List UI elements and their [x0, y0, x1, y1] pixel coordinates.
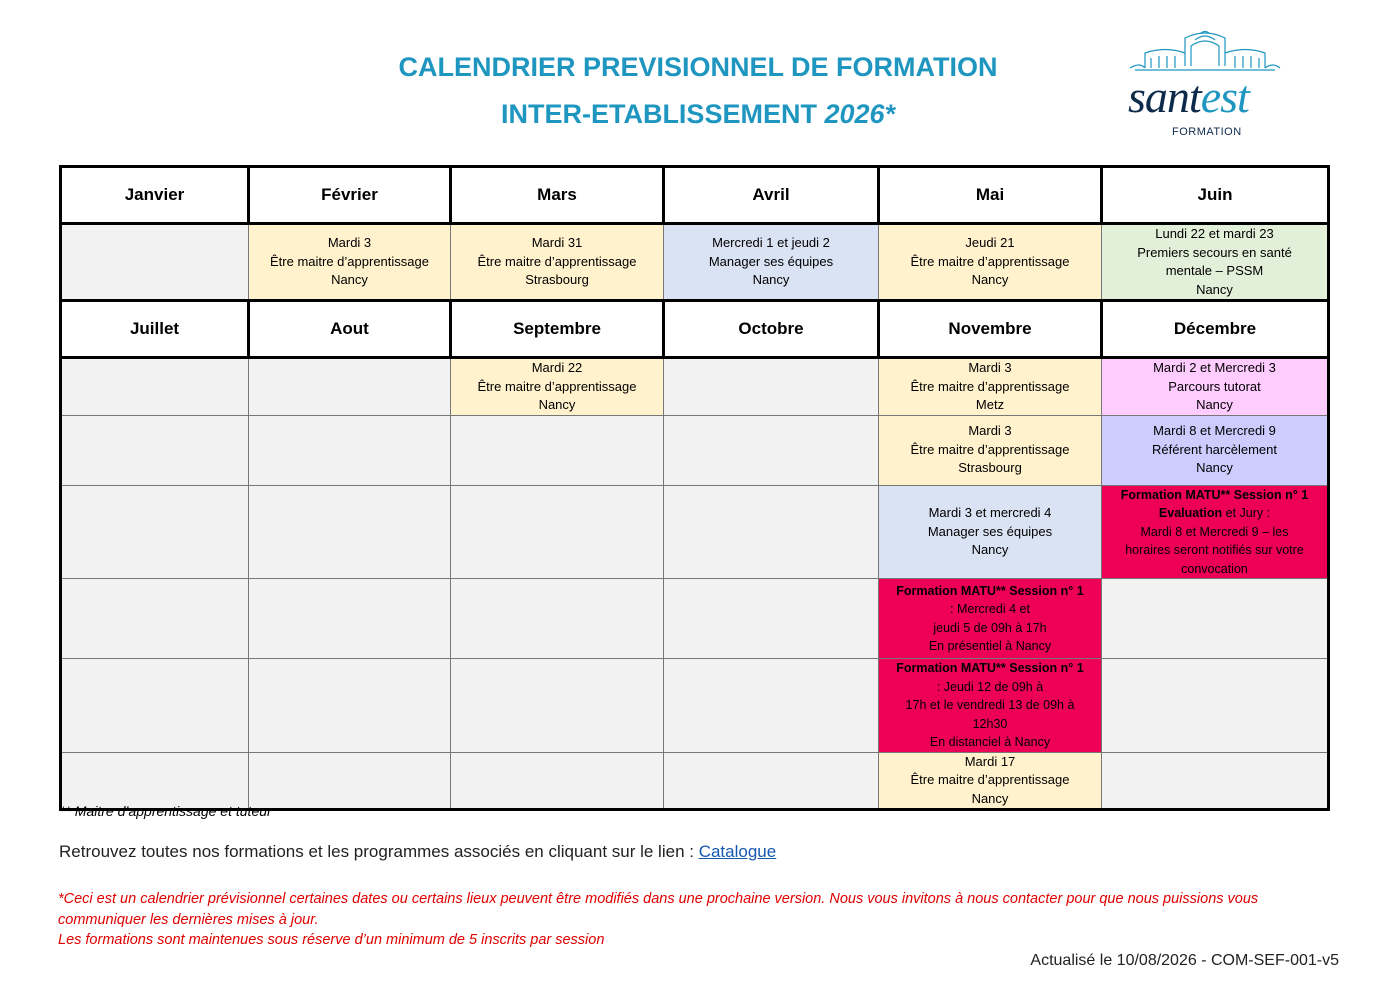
month-header: Mars [451, 167, 664, 224]
catalog-line [59, 842, 776, 862]
session-date: Mardi 31 [531, 235, 583, 251]
month-header: Octobre [664, 301, 879, 358]
logo-word-b: est [1200, 71, 1249, 122]
session-cell [1102, 224, 1329, 301]
session-title: Être maitre d’apprentissage [910, 441, 1070, 457]
empty-cell [451, 752, 664, 810]
session-location: Nancy [1196, 397, 1233, 412]
session-title: Formation MATU** Session n° 1 [896, 661, 1084, 675]
session-cell [879, 358, 1102, 416]
session-location: Nancy [971, 542, 1009, 557]
empty-cell [1102, 579, 1329, 659]
session-cell [664, 224, 879, 301]
empty-cell [61, 358, 249, 416]
month-header: Septembre [451, 301, 664, 358]
session-title: Parcours tutorat [1168, 378, 1261, 394]
session-cell [451, 224, 664, 301]
session-location: Nancy [971, 272, 1009, 288]
session-cell [1102, 415, 1329, 485]
catalog-link[interactable]: Catalogue [698, 842, 777, 861]
session-date: Mardi 22 [531, 360, 583, 375]
empty-cell [664, 415, 879, 485]
empty-cell [664, 358, 879, 416]
month-header: Janvier [61, 167, 249, 224]
empty-cell [451, 485, 664, 579]
month-header: Mai [879, 167, 1102, 224]
session-title: Manager ses équipes [927, 523, 1053, 539]
disclaimer-line: *Ceci est un calendrier prévisionnel certaines dates ou certains lieux peuvent être modifiés dans une prochaine version. Nous vous invitons à nous contacter pour que nous puissions vous communiquer les dernières mises à jour. [58, 891, 1259, 928]
session-location: Nancy [1196, 460, 1233, 476]
session-date: Mardi 8 et Mercredi 9 – les [1140, 524, 1289, 539]
session-date: Mardi 17 [964, 753, 1016, 769]
session-cell [879, 752, 1102, 810]
session-title: Être maitre d’apprentissage [910, 378, 1070, 394]
session-subtitle: Evaluation et Jury : [1158, 506, 1271, 520]
session-date: Mardi 3 et mercredi 4 [928, 505, 1052, 520]
session-cell [879, 485, 1102, 579]
session-location: Nancy [331, 272, 368, 288]
empty-cell [1102, 752, 1329, 810]
session-cell [879, 415, 1102, 485]
disclaimer [58, 889, 1328, 951]
empty-cell [61, 415, 249, 485]
empty-cell [451, 659, 664, 753]
page-title-line1: CALENDRIER PREVISIONNEL DE FORMATION [398, 52, 998, 82]
session-title: Premiers secours en santé [1137, 244, 1292, 260]
session-title: Être maitre d’apprentissage [910, 253, 1070, 269]
session-note: convocation [1181, 561, 1248, 576]
matu-session-cell [879, 659, 1102, 753]
session-date: Mardi 3 [968, 423, 1012, 439]
session-title: Être maitre d’apprentissage [477, 253, 637, 269]
month-header: Décembre [1102, 301, 1329, 358]
disclaimer-line: Les formations sont maintenues sous réserve d’un minimum de 5 inscrits par session [58, 932, 605, 948]
empty-cell [61, 579, 249, 659]
session-title: Manager ses équipes [708, 253, 834, 269]
session-title: Être maitre d’apprentissage [910, 772, 1070, 787]
session-cell [249, 224, 451, 301]
session-location: En présentiel à Nancy [928, 639, 1052, 653]
month-header: Novembre [879, 301, 1102, 358]
matu-session-cell [1102, 485, 1329, 579]
session-location: Nancy [971, 790, 1009, 806]
session-cell [879, 224, 1102, 301]
month-header: Juillet [61, 301, 249, 358]
empty-cell [249, 485, 451, 579]
session-location: En distanciel à Nancy [929, 735, 1051, 749]
empty-cell [61, 659, 249, 753]
session-date: Mardi 2 et Mercredi 3 [1153, 360, 1276, 375]
session-location: Nancy [1196, 281, 1233, 297]
session-date: 17h et le vendredi 13 de 09h à [905, 698, 1075, 712]
empty-cell [249, 752, 451, 810]
session-location: Nancy [538, 397, 576, 412]
empty-cell [664, 579, 879, 659]
session-cell [1102, 358, 1329, 416]
empty-cell [451, 415, 664, 485]
session-title: Formation MATU** Session n° 1 [1120, 487, 1309, 502]
empty-cell [249, 358, 451, 416]
session-location: Nancy [752, 272, 790, 288]
session-title: Formation MATU** Session n° 1 [896, 583, 1084, 598]
empty-cell [249, 415, 451, 485]
month-header: Avril [664, 167, 879, 224]
session-date: Lundi 22 et mardi 23 [1155, 226, 1274, 241]
title-year: 2026* [824, 99, 896, 129]
session-location: Strasbourg [525, 272, 589, 288]
session-title: mentale – PSSM [1165, 263, 1264, 278]
empty-cell [451, 579, 664, 659]
matu-session-cell [879, 579, 1102, 659]
empty-cell [61, 224, 249, 301]
session-location: Strasbourg [958, 460, 1022, 476]
month-header: Février [249, 167, 451, 224]
empty-cell [1102, 659, 1329, 753]
calendar-row [61, 485, 1329, 579]
calendar-row [61, 358, 1329, 416]
session-location: Metz [975, 397, 1005, 412]
empty-cell [664, 485, 879, 579]
calendar-row [61, 659, 1329, 753]
empty-cell [664, 659, 879, 753]
footnote: ** Maitre d’apprentissage et tuteur [60, 803, 272, 819]
session-date: : Mercredi 4 et [950, 602, 1030, 616]
month-header: Juin [1102, 167, 1329, 224]
session-date: jeudi 5 de 09h à 17h [933, 620, 1047, 635]
page-title-line2 [200, 99, 1196, 130]
session-note: horaires seront notifiés sur votre [1125, 543, 1304, 557]
calendar-row [61, 752, 1329, 810]
session-title: Être maitre d’apprentissage [477, 378, 637, 394]
session-date: : Jeudi 12 de 09h à [936, 679, 1044, 694]
session-date: Mardi 3 [968, 360, 1012, 375]
month-header-row-1 [61, 167, 1329, 224]
calendar-row [61, 415, 1329, 485]
month-header: Aout [249, 301, 451, 358]
session-cell [451, 358, 664, 416]
month-header-row-2 [61, 301, 1329, 358]
empty-cell [61, 485, 249, 579]
session-date: Jeudi 21 [965, 235, 1015, 251]
empty-cell [249, 579, 451, 659]
session-title: Être maitre d’apprentissage [270, 253, 429, 269]
empty-cell [664, 752, 879, 810]
logo-word-a: sant [1128, 71, 1201, 122]
calendar-row [61, 579, 1329, 659]
title-text: INTER-ETABLISSEMENT [500, 99, 817, 129]
calendar-row [61, 224, 1329, 301]
empty-cell [61, 752, 249, 810]
calendar-table [59, 165, 1330, 811]
session-date: 12h30 [972, 716, 1008, 731]
session-date: Mercredi 1 et jeudi 2 [712, 235, 830, 251]
session-date: Mardi 8 et Mercredi 9 [1153, 423, 1276, 439]
logo-subtitle: FORMATION [1172, 126, 1242, 138]
catalog-text: Retrouvez toutes nos formations et les programmes associés en cliquant sur le lien : [59, 842, 699, 861]
session-title: Référent harcèlement [1151, 441, 1277, 457]
document-reference: Actualisé le 10/08/2026 - COM-SEF-001-v5 [1030, 952, 1339, 969]
session-date: Mardi 3 [327, 235, 372, 251]
empty-cell [249, 659, 451, 753]
logo-wordmark [1128, 70, 1249, 123]
